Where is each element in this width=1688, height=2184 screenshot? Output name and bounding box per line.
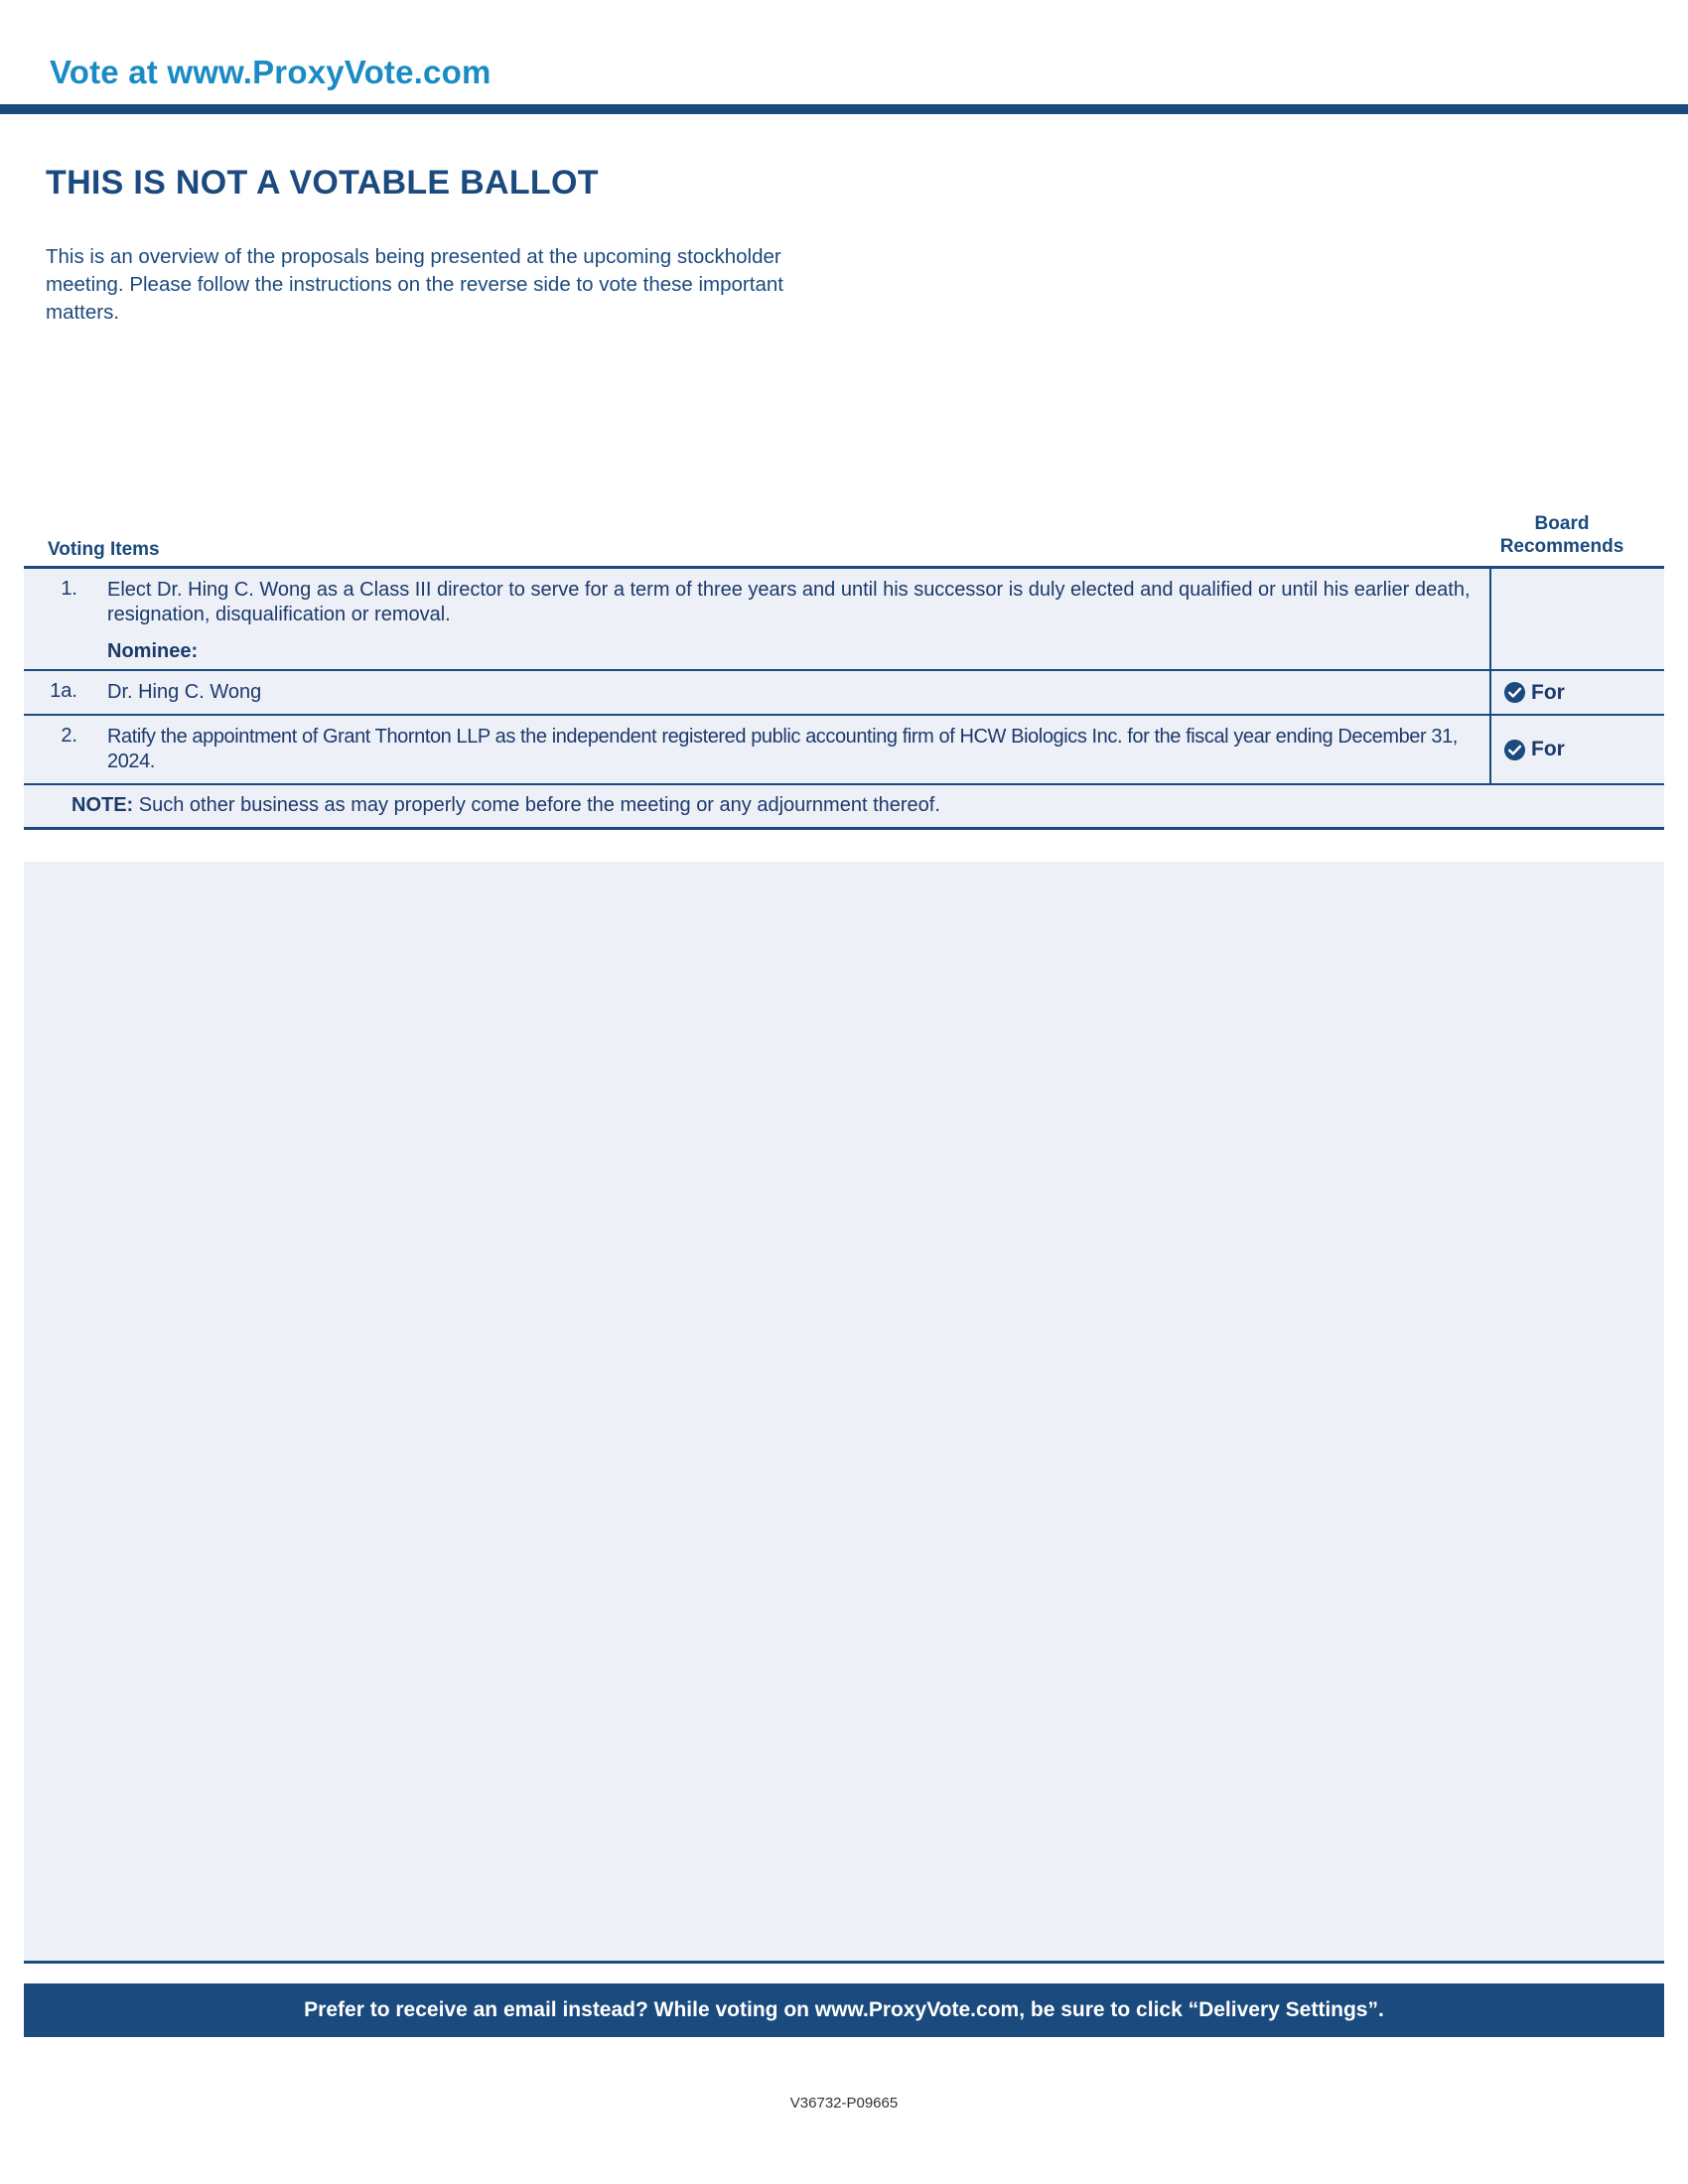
row-text: Ratify the appointment of Grant Thornton LLP as the independent registered public accounting firm of HCW Biologics Inc. for the fiscal year ending December 31, 2024. [107, 726, 1458, 772]
board-recommends-line1: Board [1534, 513, 1590, 534]
table-row [24, 669, 1664, 714]
row-number: 2. [61, 725, 77, 747]
row-number: 1a. [50, 680, 77, 702]
table-row [24, 569, 1664, 636]
board-recommends-line2: Recommends [1499, 536, 1624, 557]
board-recommends-column-header [1468, 512, 1656, 558]
nominee-heading-row [24, 636, 1664, 669]
nominee-recommendation-spacer [1489, 636, 1664, 669]
row-recommendation [1489, 671, 1664, 714]
check-circle-icon [1503, 681, 1526, 704]
page-title: THIS IS NOT A VOTABLE BALLOT [46, 164, 599, 202]
vote-url-title: Vote at www.ProxyVote.com [50, 54, 492, 90]
row-text: Dr. Hing C. Wong [107, 681, 262, 703]
note-label: NOTE: [71, 794, 139, 816]
note-text: Such other business as may properly come before the meeting or any adjournment thereof. [138, 794, 940, 816]
voting-items-column-header: Voting Items [48, 539, 160, 560]
document-code: V36732-P09665 [789, 2095, 899, 2112]
page-header [0, 30, 1688, 99]
note-row [24, 783, 1664, 827]
recommendation-label: For [1531, 738, 1565, 760]
row-text: Elect Dr. Hing C. Wong as a Class III director to serve for a term of three years and until his successor is duly elected and qualified or until his earlier death, resignation, disqualification or removal. [107, 579, 1471, 625]
table-row [24, 714, 1664, 783]
footer-banner [24, 1983, 1664, 2037]
nominee-label: Nominee: [107, 640, 199, 662]
row-number: 1. [61, 578, 77, 600]
proposals-table [24, 566, 1664, 830]
footer-banner-text: Prefer to receive an email instead? While voting on www.ProxyVote.com, be sure to click “Delivery Settings”. [304, 1998, 1384, 2021]
intro-paragraph: This is an overview of the proposals being presented at the upcoming stockholder meeting. Please follow the instructions on the reverse side to vote these important matters. [46, 245, 783, 324]
header-divider [0, 104, 1688, 114]
recommendation-for [1503, 738, 1565, 761]
recommendation-for [1503, 681, 1565, 705]
check-circle-icon [1503, 739, 1526, 761]
row-recommendation [1489, 716, 1664, 783]
blank-body-area [24, 862, 1664, 1964]
recommendation-label: For [1531, 680, 1565, 704]
row-recommendation [1489, 569, 1664, 636]
